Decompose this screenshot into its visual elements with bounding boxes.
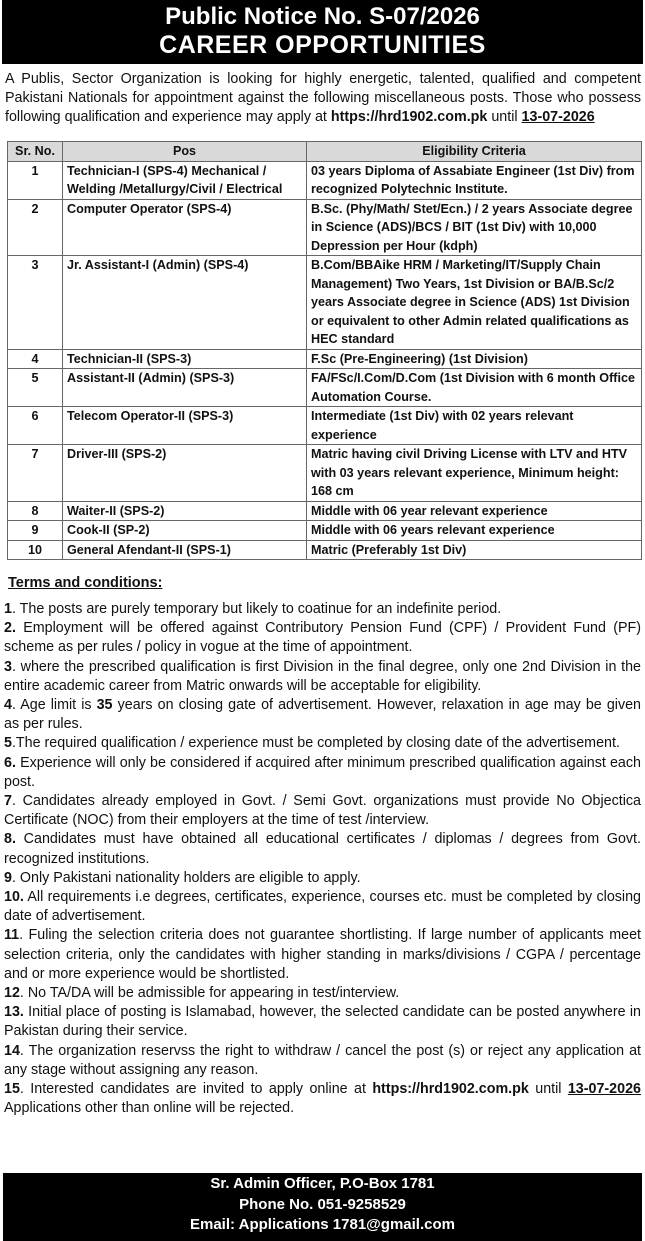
table-row bbox=[8, 369, 642, 407]
term-text: . The posts are purely temporary but likely to coatinue for an indefinite period. bbox=[11, 601, 502, 617]
row-sr-no: 7 bbox=[8, 445, 63, 502]
row-sr-no: 8 bbox=[8, 501, 63, 521]
row-sr-no: 5 bbox=[8, 369, 63, 407]
row-post: General Afendant-II (SPS-1) bbox=[63, 540, 307, 560]
row-post: Telecom Operator-II (SPS-3) bbox=[63, 407, 307, 445]
term-item bbox=[4, 830, 641, 868]
notice-title: Public Notice No. S-07/2026 bbox=[165, 3, 480, 30]
header-eligibility: Eligibility Criteria bbox=[307, 142, 642, 162]
term-number: 10. bbox=[4, 889, 24, 906]
table-row bbox=[8, 540, 642, 560]
term-item bbox=[4, 888, 641, 926]
intro-url-link[interactable]: https://hrd1902.com.pk bbox=[330, 109, 488, 125]
footer-email: Email: Applications 1781@gmail.com bbox=[190, 1216, 455, 1233]
term-item bbox=[4, 658, 641, 696]
row-criteria: Matric (Preferably 1st Div) bbox=[307, 540, 642, 560]
term-text: . Only Pakistani nationality holders are eligible to apply. bbox=[11, 869, 361, 886]
table-header-row bbox=[8, 142, 642, 162]
term-item bbox=[4, 869, 641, 888]
term-number: 2. bbox=[4, 620, 16, 637]
term-deadline-date: 13-07-2026 bbox=[567, 1081, 641, 1098]
terms-heading: Terms and conditions: bbox=[8, 575, 163, 591]
row-sr-no: 4 bbox=[8, 349, 63, 369]
row-post: Cook-II (SP-2) bbox=[63, 521, 307, 541]
term-number: 15 bbox=[4, 1081, 20, 1098]
contact-footer bbox=[3, 1173, 642, 1241]
term-text: . Age limit is bbox=[11, 697, 97, 714]
term-number: 12 bbox=[4, 985, 20, 1002]
term-number: 7 bbox=[4, 793, 12, 810]
term-text: . Fuling the selection criteria does not guarantee shortlisting. If large number of applicants meet selection criteria, only the candidates with higher standing in marks/divisions / CGPA / percentage and or more experience would be shortlisted. bbox=[4, 927, 641, 982]
row-criteria: B.Com/BBAike HRM / Marketing/IT/Supply Chain Management) Two Years, 1st Division or BA/B.Sc/2 years Associate degree in Science (ADS) 1st Division or equivalent to other Admin related qualifications as HEC standard bbox=[307, 256, 642, 350]
intro-deadline-date: 13-07-2026 bbox=[521, 109, 595, 125]
term-item bbox=[4, 600, 641, 619]
term-number: 5 bbox=[4, 735, 12, 752]
table-row bbox=[8, 161, 642, 199]
row-post: Technician-I (SPS-4) Mechanical / Welding /Metallurgy/Civil / Electrical bbox=[63, 161, 307, 199]
term-text: Applications other than online will be rejected. bbox=[4, 1100, 295, 1117]
term-text: All requirements i.e degrees, certificates, experience, courses etc. must be completed by closing date of advertisement. bbox=[4, 889, 641, 925]
notice-header bbox=[2, 0, 643, 64]
posts-table bbox=[7, 141, 642, 560]
row-sr-no: 2 bbox=[8, 199, 63, 256]
notice-subtitle: CAREER OPPORTUNITIES bbox=[159, 31, 486, 59]
term-text: . No TA/DA will be admissible for appearing in test/interview. bbox=[19, 985, 400, 1002]
row-post: Jr. Assistant-I (Admin) (SPS-4) bbox=[63, 256, 307, 350]
row-post: Driver-III (SPS-2) bbox=[63, 445, 307, 502]
row-post: Assistant-II (Admin) (SPS-3) bbox=[63, 369, 307, 407]
term-item bbox=[4, 734, 641, 753]
term-item bbox=[4, 926, 641, 984]
table-row bbox=[8, 199, 642, 256]
header-pos: Pos bbox=[63, 142, 307, 162]
term-text: Employment will be offered against Contributory Pension Fund (CPF) / Provident Fund (PF) scheme as per rules / policy in vogue at the time of appointment. bbox=[4, 620, 641, 656]
intro-paragraph bbox=[0, 64, 645, 127]
row-sr-no: 3 bbox=[8, 256, 63, 350]
term-item bbox=[4, 1080, 641, 1118]
table-row bbox=[8, 521, 642, 541]
table-row bbox=[8, 445, 642, 502]
term-text: years on closing gate of advertisement. However, relaxation in age may be given as per rules. bbox=[4, 697, 641, 733]
term-text: .The required qualification / experience must be completed by closing date of the advertisement. bbox=[11, 735, 620, 752]
intro-text: A Publis, Sector Organization is looking for highly energetic, talented, qualified and competent Pakistani Nationals for appointment against the following miscellaneous posts. Those who possess following qualification and experience may apply at bbox=[5, 71, 641, 125]
row-criteria: Matric having civil Driving License with LTV and HTV with 03 years relevant experience, Minimum height: 168 cm bbox=[307, 445, 642, 502]
term-text: until bbox=[528, 1081, 568, 1098]
row-sr-no: 6 bbox=[8, 407, 63, 445]
footer-officer: Sr. Admin Officer, P.O-Box 1781 bbox=[210, 1175, 435, 1192]
term-item bbox=[4, 984, 641, 1003]
term-text: Initial place of posting is Islamabad, however, the selected candidate can be posted anywhere in Pakistan during their service. bbox=[4, 1004, 641, 1040]
term-text: Experience will only be considered if acquired after minimum prescribed qualification against each post. bbox=[4, 754, 641, 790]
intro-until: until bbox=[487, 109, 522, 125]
term-text: . Candidates already employed in Govt. / Semi Govt. organizations must provide No Objectica Certificate (NOC) from their employers at the time of test /interview. bbox=[4, 793, 641, 829]
table-row bbox=[8, 349, 642, 369]
term-number: 9 bbox=[4, 869, 12, 886]
row-criteria: Middle with 06 year relevant experience bbox=[307, 501, 642, 521]
term-item bbox=[4, 1003, 641, 1041]
row-post: Waiter-II (SPS-2) bbox=[63, 501, 307, 521]
term-item bbox=[4, 792, 641, 830]
term-number: 14 bbox=[4, 1042, 20, 1059]
term-text: . where the prescribed qualification is first Division in the final degree, only one 2nd Division in the entire academic career from Matric onwards will be acceptable for eligibility. bbox=[4, 658, 641, 694]
row-post: Computer Operator (SPS-4) bbox=[63, 199, 307, 256]
term-number: 8. bbox=[4, 831, 16, 848]
term-url-link[interactable]: https://hrd1902.com.pk bbox=[372, 1081, 529, 1098]
term-number: 11 bbox=[4, 927, 20, 944]
term-number: 3 bbox=[4, 658, 12, 675]
terms-list bbox=[0, 593, 645, 1118]
term-number: 4 bbox=[4, 697, 12, 714]
row-criteria: Intermediate (1st Div) with 02 years relevant experience bbox=[307, 407, 642, 445]
row-sr-no: 1 bbox=[8, 161, 63, 199]
row-criteria: 03 years Diploma of Assabiate Engineer (1st Div) from recognized Polytechnic Institute. bbox=[307, 161, 642, 199]
term-item bbox=[4, 696, 641, 734]
term-item bbox=[4, 1042, 641, 1080]
row-post: Technician-II (SPS-3) bbox=[63, 349, 307, 369]
table-row bbox=[8, 407, 642, 445]
footer-phone: Phone No. 051-9258529 bbox=[239, 1195, 406, 1213]
row-criteria: Middle with 06 years relevant experience bbox=[307, 521, 642, 541]
term-text: Candidates must have obtained all educational certificates / diplomas / degrees from Govt. recognized institutions. bbox=[4, 831, 641, 867]
table-row bbox=[8, 501, 642, 521]
header-sr-no: Sr. No. bbox=[8, 142, 63, 162]
term-text: . The organization reservss the right to withdraw / cancel the post (s) or reject any application at any stage without assigning any reason. bbox=[4, 1042, 641, 1078]
row-sr-no: 10 bbox=[8, 540, 63, 560]
term-number: 6. bbox=[4, 754, 16, 771]
term-text: . Interested candidates are invited to apply online at bbox=[19, 1081, 373, 1098]
row-criteria: B.Sc. (Phy/Math/ Stet/Ecn.) / 2 years Associate degree in Science (ADS)/BCS / BIT (1st Div) with 10,000 Depression per Hour (kdph) bbox=[307, 199, 642, 256]
row-sr-no: 9 bbox=[8, 521, 63, 541]
term-age-limit: 35 bbox=[96, 697, 113, 714]
row-criteria: FA/FSc/I.Com/D.Com (1st Division with 6 month Office Automation Course. bbox=[307, 369, 642, 407]
term-number: 13. bbox=[4, 1004, 24, 1021]
term-number: 1 bbox=[4, 601, 12, 617]
term-item bbox=[4, 754, 641, 792]
table-row bbox=[8, 256, 642, 350]
term-item bbox=[4, 619, 641, 657]
row-criteria: F.Sc (Pre-Engineering) (1st Division) bbox=[307, 349, 642, 369]
